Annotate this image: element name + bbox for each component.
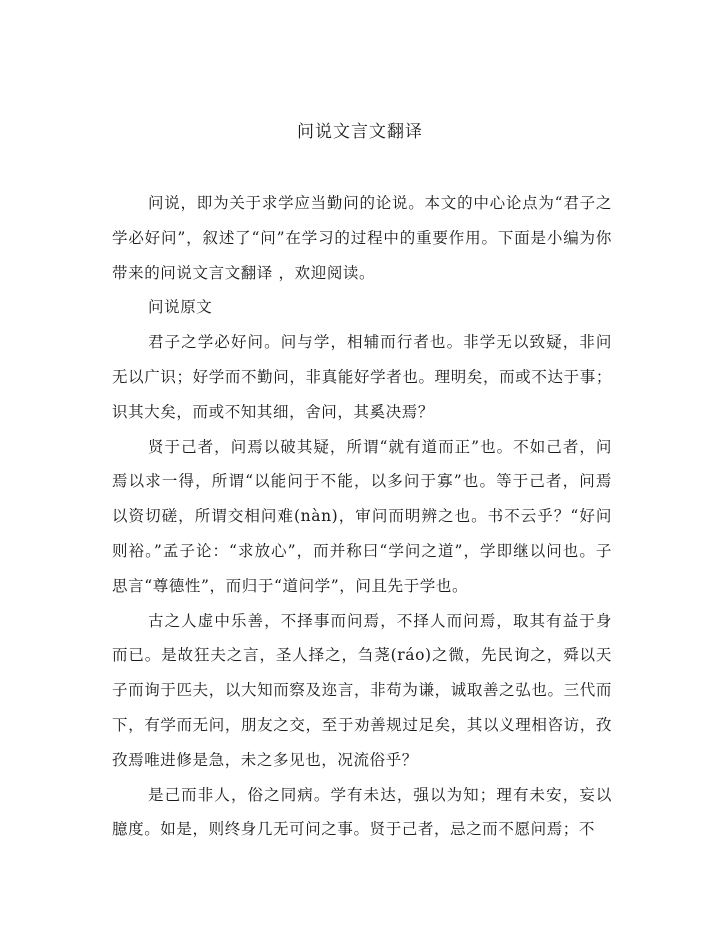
paragraph-original-1: 君子之学必好问。问与学，相辅而行者也。非学无以致疑，非问无以广识；好学而不勤问，非真能好学者也。理明矣，而或不达于事；识其大矣，而或不知其细，舍问，其奚决焉？ (112, 333, 612, 421)
paragraph-original-3: 古之人虚中乐善，不择事而问焉，不择人而问焉，取其有益于身而已。是故狂夫之言，圣人择之，刍荛(ráo)之微，先民询之，舜以天子而询于匹夫，以大知而察及迩言，非苟为谦，诚取善之弘也。三代而下，有学而无问，朋友之交，至于劝善规过足矣，其以义理相咨访，孜孜焉唯进修是急，未之多见也，况流俗乎？ (112, 611, 612, 769)
paragraph-intro: 问说，即为关于求学应当勤问的论说。本文的中心论点为“君子之学必好问”，叙述了“问”在学习的过程中的重要作用。下面是小编为你带来的问说文言文翻译 ，欢迎阅读。 (112, 194, 612, 282)
paragraph-original-2: 贤于己者，问焉以破其疑，所谓“就有道而正”也。不如己者，问焉以求一得，所谓“以能问于不能，以多问于寡”也。等于己者，问焉以资切磋，所谓交相问难(nàn)，审问而明辨之也。书不云乎？“好问则裕。”孟子论：“求放心”，而并称曰“学问之道”，学即继以问也。子思言“尊德性”，而归于“道问学”，问且先于学也。 (112, 437, 612, 595)
document-title: 问说文言文翻译 (297, 122, 423, 142)
section-heading-original-text: 问说原文 (148, 298, 213, 317)
document-body (112, 186, 612, 847)
paragraph-original-4: 是己而非人，俗之同病。学有未达，强以为知；理有未安，妄以臆度。如是，则终身几无可问之事。贤于己者，忌之而不愿问焉；不 (112, 785, 612, 839)
